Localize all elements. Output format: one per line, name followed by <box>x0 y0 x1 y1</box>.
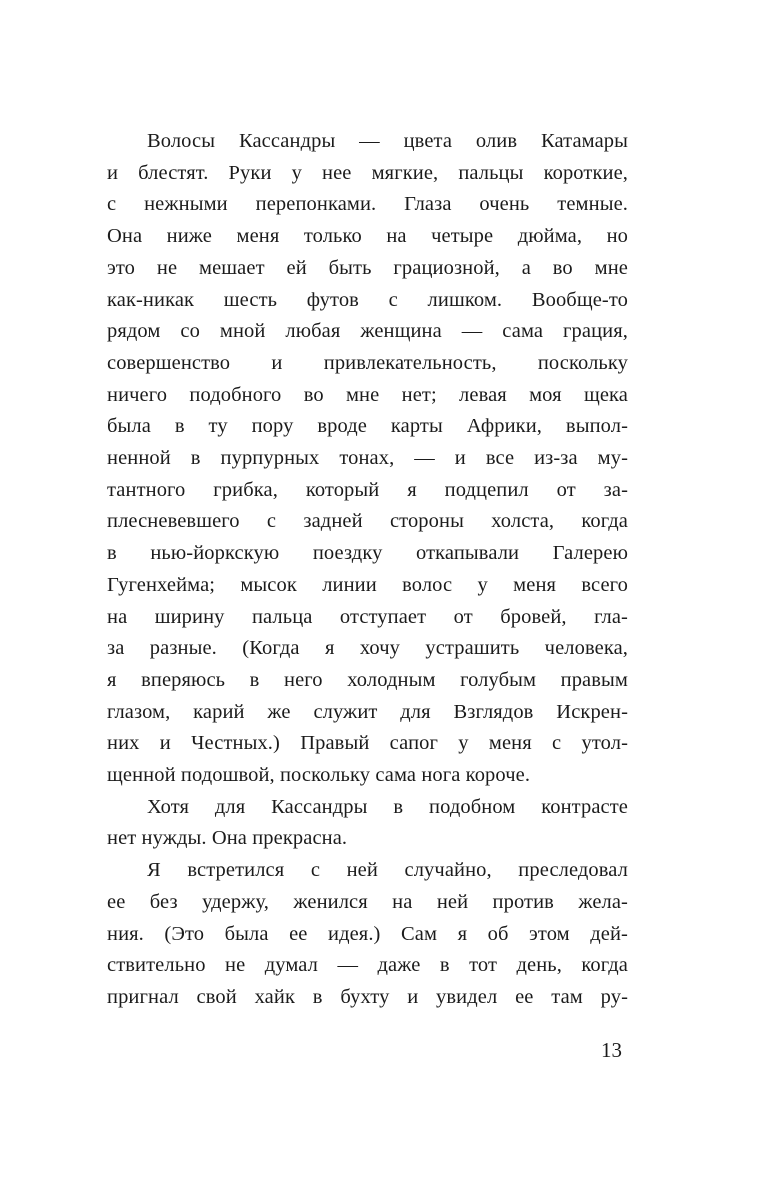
text-line: с нежными перепонками. Глаза очень темные. <box>107 193 628 216</box>
text-line: Гугенхейма; мысок линии волос у меня всего <box>107 573 628 596</box>
page-number: 13 <box>601 1038 622 1062</box>
text-line: них и Честных.) Правый сапог у меня с утол- <box>107 732 628 755</box>
text-line: тантного грибка, который я подцепил от за- <box>107 478 628 501</box>
page-text <box>107 126 628 1014</box>
text-line: нет нужды. Она прекрасна. <box>107 827 348 850</box>
text-line: плесневевшего с задней стороны холста, когда <box>107 510 628 533</box>
text-line: была в ту пору вроде карты Африки, выпол- <box>107 415 628 438</box>
text-line: на ширину пальца отступает от бровей, гла- <box>107 605 628 628</box>
text-line: Я встретился с ней случайно, преследовал <box>147 859 628 882</box>
text-line: щенной подошвой, поскольку сама нога короче. <box>107 764 531 787</box>
text-line: рядом со мной любая женщина — сама грация, <box>107 320 628 343</box>
text-line: в нью-йоркскую поездку откапывали Галерею <box>107 542 628 565</box>
text-line: ее без удержу, женился на ней против жела- <box>107 890 628 913</box>
text-line: ния. (Это была ее идея.) Сам я об этом дей- <box>107 922 628 945</box>
text-line: пригнал свой хайк в бухту и увидел ее там ру- <box>107 985 628 1008</box>
text-line: и блестят. Руки у нее мягкие, пальцы короткие, <box>107 161 628 184</box>
text-line: как-никак шесть футов с лишком. Вообще-то <box>107 288 628 311</box>
text-line: это не мешает ей быть грациозной, а во мне <box>107 256 628 279</box>
text-line: Хотя для Кассандры в подобном контрасте <box>147 795 628 818</box>
text-line: за разные. (Когда я хочу устрашить человека, <box>107 637 628 660</box>
text-line: ненной в пурпурных тонах, — и все из-за му- <box>107 447 628 470</box>
text-line: Волосы Кассандры — цвета олив Катамары <box>147 130 628 152</box>
text-line: ствительно не думал — даже в тот день, когда <box>107 954 628 977</box>
text-line: я вперяюсь в него холодным голубым правым <box>107 668 628 691</box>
text-line: глазом, карий же служит для Взглядов Искрен- <box>107 700 628 723</box>
text-line: ничего подобного во мне нет; левая моя щека <box>107 383 628 406</box>
text-line: совершенство и привлекательность, поскольку <box>107 351 628 374</box>
text-line: Она ниже меня только на четыре дюйма, но <box>107 225 628 248</box>
